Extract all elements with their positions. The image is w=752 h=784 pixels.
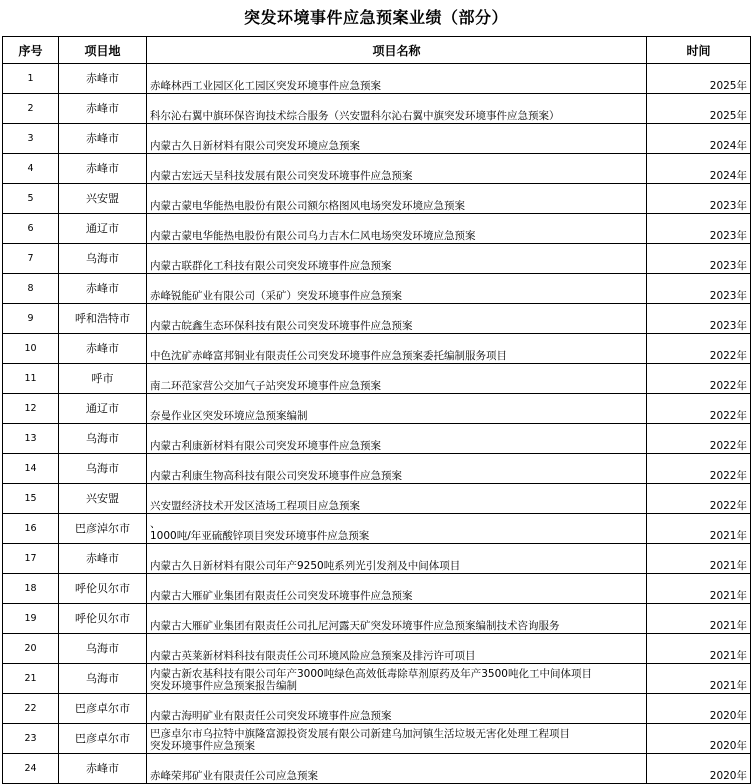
row-year: 2024年	[647, 154, 751, 184]
row-number: 18	[3, 574, 59, 604]
header-name: 项目名称	[147, 37, 647, 64]
row-project-name: 兴安盟经济技术开发区渣场工程项目应急预案	[147, 484, 647, 514]
row-year: 2022年	[647, 424, 751, 454]
row-year: 2021年	[647, 574, 751, 604]
row-number: 4	[3, 154, 59, 184]
row-project-name: 内蒙古久日新材料有限公司年产9250吨系列光引发剂及中间体项目	[147, 544, 647, 574]
row-number: 13	[3, 424, 59, 454]
table-row	[3, 754, 751, 784]
table-row	[3, 454, 751, 484]
row-year: 2021年	[647, 514, 751, 544]
row-location: 呼市	[59, 364, 147, 394]
row-location: 巴彦淖尔市	[59, 514, 147, 544]
row-location: 乌海市	[59, 424, 147, 454]
table-row	[3, 724, 751, 754]
row-year: 2022年	[647, 394, 751, 424]
header-location: 项目地	[59, 37, 147, 64]
row-location: 乌海市	[59, 634, 147, 664]
row-number: 20	[3, 634, 59, 664]
row-year: 2021年	[647, 604, 751, 634]
row-project-name: 内蒙古联群化工科技有限公司突发环境事件应急预案	[147, 244, 647, 274]
row-year: 2020年	[647, 754, 751, 784]
row-number: 21	[3, 664, 59, 694]
header-no: 序号	[3, 37, 59, 64]
row-year: 2025年	[647, 94, 751, 124]
row-location: 乌海市	[59, 664, 147, 694]
row-number: 19	[3, 604, 59, 634]
row-year: 2020年	[647, 724, 751, 754]
row-year: 2024年	[647, 124, 751, 154]
table-row	[3, 514, 751, 544]
row-project-name: 赤峰荣邦矿业有限责任公司应急预案	[147, 754, 647, 784]
table-row	[3, 334, 751, 364]
table-row	[3, 694, 751, 724]
row-number: 22	[3, 694, 59, 724]
row-location: 兴安盟	[59, 184, 147, 214]
row-number: 8	[3, 274, 59, 304]
row-number: 24	[3, 754, 59, 784]
table-row	[3, 154, 751, 184]
table-row	[3, 364, 751, 394]
header-row	[3, 37, 751, 64]
row-year: 2021年	[647, 664, 751, 694]
table-row	[3, 304, 751, 334]
row-location: 呼伦贝尔市	[59, 574, 147, 604]
row-number: 15	[3, 484, 59, 514]
row-location: 兴安盟	[59, 484, 147, 514]
row-year: 2022年	[647, 454, 751, 484]
row-number: 9	[3, 304, 59, 334]
table-row	[3, 424, 751, 454]
row-year: 2021年	[647, 544, 751, 574]
row-year: 2023年	[647, 214, 751, 244]
row-number: 16	[3, 514, 59, 544]
row-project-name: 奈曼作业区突发环境应急预案编制	[147, 394, 647, 424]
row-number: 14	[3, 454, 59, 484]
row-location: 赤峰市	[59, 754, 147, 784]
row-location: 赤峰市	[59, 124, 147, 154]
row-location: 呼和浩特市	[59, 304, 147, 334]
row-project-name: 内蒙古宏远天呈科技发展有限公司突发环境事件应急预案	[147, 154, 647, 184]
row-location: 通辽市	[59, 394, 147, 424]
table-row	[3, 604, 751, 634]
row-location: 通辽市	[59, 214, 147, 244]
table-row	[3, 484, 751, 514]
row-project-name: 内蒙古利康新材料有限公司突发环境事件应急预案	[147, 424, 647, 454]
row-location: 乌海市	[59, 454, 147, 484]
row-number: 23	[3, 724, 59, 754]
row-year: 2020年	[647, 694, 751, 724]
table-row	[3, 244, 751, 274]
row-year: 2025年	[647, 64, 751, 94]
row-project-name: 内蒙古大雁矿业集团有限责任公司突发环境事件应急预案	[147, 574, 647, 604]
table-row	[3, 64, 751, 94]
row-project-name: 内蒙古海明矿业有限责任公司突发环境事件应急预案	[147, 694, 647, 724]
row-number: 1	[3, 64, 59, 94]
row-year: 2022年	[647, 334, 751, 364]
row-project-name: 巴彦卓尔市乌拉特中旗隆富源投资发展有限公司新建乌加河镇生活垃圾无害化处理工程项目 突发环境事件应急预案	[147, 724, 647, 754]
row-year: 2022年	[647, 484, 751, 514]
row-year: 2023年	[647, 304, 751, 334]
sheet-title: 突发环境事件应急预案业绩（部分）	[243, 8, 508, 27]
row-project-name: 内蒙古大雁矿业集团有限责任公司扎尼河露天矿突发环境事件应急预案编制技术咨询服务	[147, 604, 647, 634]
table-row	[3, 124, 751, 154]
table-row	[3, 94, 751, 124]
projects-table	[2, 36, 751, 784]
row-project-name: 科尔沁右翼中旗环保咨询技术综合服务（兴安盟科尔沁右翼中旗突发环境事件应急预案）	[147, 94, 647, 124]
row-year: 2021年	[647, 634, 751, 664]
row-number: 6	[3, 214, 59, 244]
row-location: 赤峰市	[59, 94, 147, 124]
row-year: 2023年	[647, 244, 751, 274]
row-project-name: 内蒙古利康生物高科技有限公司突发环境事件应急预案	[147, 454, 647, 484]
table-row	[3, 214, 751, 244]
row-project-name: 内蒙古久日新材料有限公司突发环境应急预案	[147, 124, 647, 154]
row-project-name: 内蒙古英莱新材料科技有限责任公司环境风险应急预案及排污许可项目	[147, 634, 647, 664]
row-location: 巴彦卓尔市	[59, 724, 147, 754]
row-project-name: 中色沈矿赤峰富邦铜业有限责任公司突发环境事件应急预案委托编制服务项目	[147, 334, 647, 364]
row-number: 11	[3, 364, 59, 394]
row-number: 3	[3, 124, 59, 154]
row-project-name: 内蒙古蒙电华能热电股份有限公司乌力吉木仁风电场突发环境应急预案	[147, 214, 647, 244]
row-location: 赤峰市	[59, 154, 147, 184]
row-number: 12	[3, 394, 59, 424]
table-row	[3, 274, 751, 304]
row-number: 2	[3, 94, 59, 124]
row-year: 2023年	[647, 184, 751, 214]
row-location: 赤峰市	[59, 274, 147, 304]
row-location: 乌海市	[59, 244, 147, 274]
row-project-name: 内蒙古皖鑫生态环保科技有限公司突发环境事件应急预案	[147, 304, 647, 334]
table-row	[3, 634, 751, 664]
row-project-name: 内蒙古蒙电华能热电股份有限公司额尔格图风电场突发环境应急预案	[147, 184, 647, 214]
table-row	[3, 574, 751, 604]
row-project-name: 、 1000吨/年亚硫酸锌项目突发环境事件应急预案	[147, 514, 647, 544]
row-number: 17	[3, 544, 59, 574]
table-row	[3, 664, 751, 694]
row-number: 10	[3, 334, 59, 364]
row-project-name: 赤峰锐能矿业有限公司（采矿）突发环境事件应急预案	[147, 274, 647, 304]
row-location: 赤峰市	[59, 64, 147, 94]
row-year: 2022年	[647, 364, 751, 394]
row-location: 赤峰市	[59, 544, 147, 574]
row-location: 巴彦卓尔市	[59, 694, 147, 724]
row-location: 赤峰市	[59, 334, 147, 364]
row-number: 7	[3, 244, 59, 274]
table-row	[3, 394, 751, 424]
table-row	[3, 184, 751, 214]
row-location: 呼伦贝尔市	[59, 604, 147, 634]
table-row	[3, 544, 751, 574]
row-project-name: 赤峰林西工业园区化工园区突发环境事件应急预案	[147, 64, 647, 94]
header-year: 时间	[647, 37, 751, 64]
row-year: 2023年	[647, 274, 751, 304]
row-project-name: 内蒙古新农基科技有限公司年产3000吨绿色高效低毒除草剂原药及年产3500吨化工中间体项目 突发环境事件应急预案报告编制	[147, 664, 647, 694]
row-number: 5	[3, 184, 59, 214]
row-project-name: 南二环范家营公交加气子站突发环境事件应急预案	[147, 364, 647, 394]
